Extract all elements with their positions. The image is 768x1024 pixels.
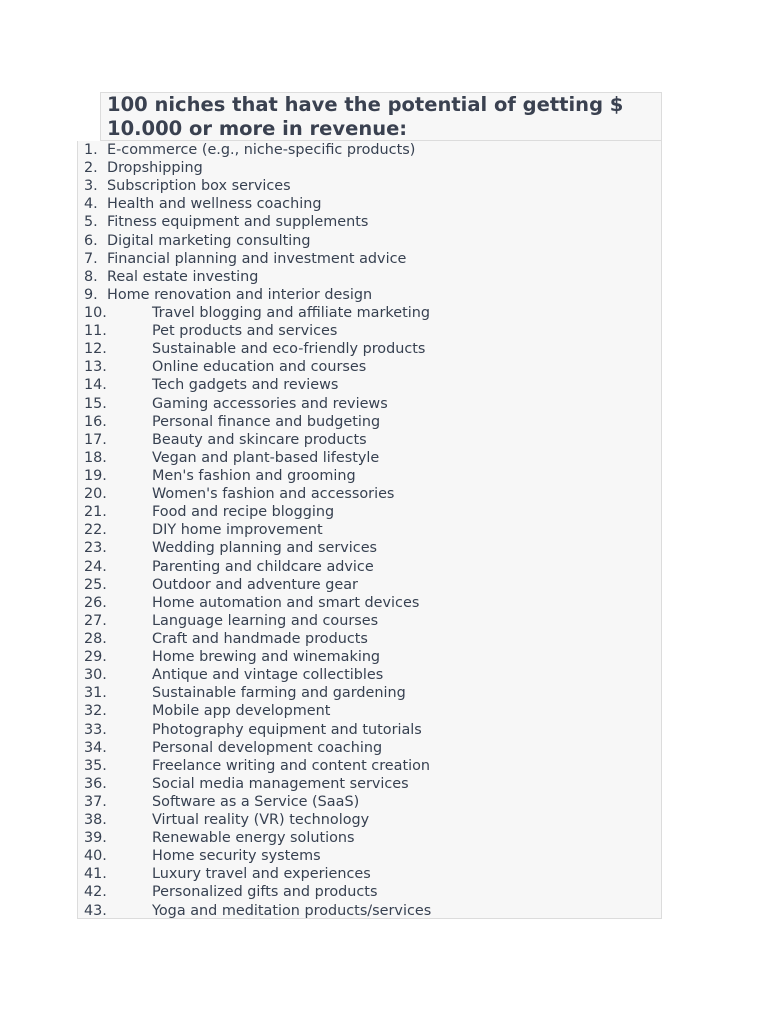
list-item-number: 8.	[84, 268, 98, 285]
list-item-text: Language learning and courses	[152, 612, 379, 629]
list-item	[78, 213, 661, 231]
list-item-number: 29.	[84, 649, 107, 666]
list-item-text: Online education and courses	[152, 359, 367, 376]
list-item-text: Women's fashion and accessories	[152, 486, 395, 503]
list-item	[78, 232, 661, 250]
list-item-number: 25.	[84, 576, 107, 593]
list-item-number: 6.	[84, 232, 98, 249]
list-item-number: 13.	[84, 359, 107, 376]
list-item	[78, 829, 661, 847]
list-item-text: Sustainable and eco-friendly products	[152, 341, 426, 358]
list-item	[78, 467, 661, 485]
list-item-number: 19.	[84, 467, 107, 484]
list-item	[78, 286, 661, 304]
list-item-text: Photography equipment and tutorials	[152, 721, 422, 738]
list-item-number: 41.	[84, 866, 107, 883]
list-item	[78, 449, 661, 467]
list-item-number: 12.	[84, 341, 107, 358]
list-item	[78, 413, 661, 431]
list-item-text: Mobile app development	[152, 703, 331, 720]
list-item-text: Wedding planning and services	[152, 540, 378, 557]
list-item-number: 3.	[84, 178, 98, 195]
list-item	[78, 630, 661, 648]
list-item	[78, 739, 661, 757]
list-item-text: Tech gadgets and reviews	[152, 377, 339, 394]
list-item-text: Antique and vintage collectibles	[152, 667, 384, 684]
niche-list	[78, 141, 661, 920]
list-item	[78, 539, 661, 557]
list-item-number: 33.	[84, 721, 107, 738]
list-item-number: 28.	[84, 630, 107, 647]
list-item-text: Renewable energy solutions	[152, 830, 355, 847]
list-item	[78, 358, 661, 376]
list-item-text: Dropshipping	[107, 160, 203, 177]
list-item	[78, 177, 661, 195]
list-item-text: Vegan and plant-based lifestyle	[152, 449, 380, 466]
list-item	[78, 558, 661, 576]
list-item-text: Sustainable farming and gardening	[152, 685, 406, 702]
list-item-text: DIY home improvement	[152, 522, 323, 539]
list-item-text: Beauty and skincare products	[152, 431, 367, 448]
list-item	[78, 576, 661, 594]
list-item-number: 4.	[84, 196, 98, 213]
list-item	[78, 594, 661, 612]
list-item-number: 14.	[84, 377, 107, 394]
list-item-text: Virtual reality (VR) technology	[152, 812, 370, 829]
list-item-number: 9.	[84, 286, 98, 303]
list-item	[78, 847, 661, 865]
list-item-text: Personalized gifts and products	[152, 884, 378, 901]
list-item-text: Freelance writing and content creation	[152, 757, 431, 774]
list-item-number: 37.	[84, 793, 107, 810]
list-item	[78, 775, 661, 793]
list-item-text: Home renovation and interior design	[107, 286, 373, 303]
list-item-text: Travel blogging and affiliate marketing	[152, 304, 430, 321]
list-item-text: Social media management services	[152, 775, 409, 792]
list-item-number: 11.	[84, 323, 107, 340]
list-item	[78, 521, 661, 539]
list-item-number: 18.	[84, 449, 107, 466]
list-item	[78, 666, 661, 684]
list-item-number: 21.	[84, 504, 107, 521]
list-item-number: 32.	[84, 703, 107, 720]
list-item-number: 5.	[84, 214, 98, 231]
list-item-text: Parenting and childcare advice	[152, 558, 374, 575]
list-item-text: Pet products and services	[152, 323, 338, 340]
list-item	[78, 648, 661, 666]
list-item-number: 36.	[84, 775, 107, 792]
list-item-text: Personal finance and budgeting	[152, 413, 381, 430]
list-item-text: Men's fashion and grooming	[152, 467, 356, 484]
list-item	[78, 811, 661, 829]
list-item	[78, 865, 661, 883]
list-item-number: 7.	[84, 250, 98, 267]
list-item	[78, 485, 661, 503]
list-item	[78, 376, 661, 394]
list-item	[78, 883, 661, 901]
list-item	[78, 757, 661, 775]
list-item-text: Subscription box services	[107, 178, 291, 195]
list-item-text: Home brewing and winemaking	[152, 649, 381, 666]
list-item-number: 20.	[84, 486, 107, 503]
list-item-text: Food and recipe blogging	[152, 504, 335, 521]
list-item-text: Home security systems	[152, 848, 321, 865]
list-item-number: 23.	[84, 540, 107, 557]
list-item-number: 10.	[84, 304, 107, 321]
list-item-text: Luxury travel and experiences	[152, 866, 371, 883]
list-item	[78, 304, 661, 322]
list-item-text: Gaming accessories and reviews	[152, 395, 388, 412]
list-item-number: 26.	[84, 594, 107, 611]
list-item-number: 22.	[84, 522, 107, 539]
list-item-number: 43.	[84, 902, 107, 919]
list-item-number: 38.	[84, 812, 107, 829]
list-item	[78, 195, 661, 213]
list-item-text: Outdoor and adventure gear	[152, 576, 358, 593]
list-item	[78, 141, 661, 159]
list-item-number: 1.	[84, 142, 98, 158]
list-item-number: 34.	[84, 739, 107, 756]
list-item	[78, 268, 661, 286]
list-item-number: 31.	[84, 685, 107, 702]
list-item	[78, 612, 661, 630]
list-item-number: 27.	[84, 612, 107, 629]
list-item-text: Craft and handmade products	[152, 630, 368, 647]
list-item-text: Health and wellness coaching	[107, 196, 322, 213]
list-item	[78, 702, 661, 720]
list-item-text: Home automation and smart devices	[152, 594, 420, 611]
list-item-text: Software as a Service (SaaS)	[152, 793, 360, 810]
list-item-number: 16.	[84, 413, 107, 430]
list-item-number: 35.	[84, 757, 107, 774]
list-item-text: Fitness equipment and supplements	[107, 214, 369, 231]
list-item	[78, 721, 661, 739]
list-item-number: 15.	[84, 395, 107, 412]
list-item-text: E-commerce (e.g., niche-specific products)	[107, 142, 416, 158]
list-item-number: 17.	[84, 431, 107, 448]
document-title: 100 niches that have the potential of getting $ 10.000 or more in revenue:	[100, 92, 662, 141]
list-item-number: 30.	[84, 667, 107, 684]
list-item	[78, 250, 661, 268]
list-item-text: Personal development coaching	[152, 739, 383, 756]
list-item-text: Real estate investing	[107, 268, 259, 285]
list-item	[78, 684, 661, 702]
list-item	[78, 395, 661, 413]
list-item-text: Financial planning and investment advice	[107, 250, 407, 267]
list-item-number: 39.	[84, 830, 107, 847]
list-item-text: Yoga and meditation products/services	[152, 902, 432, 919]
list-item	[78, 902, 661, 920]
list-item	[78, 431, 661, 449]
list-item	[78, 793, 661, 811]
list-item	[78, 340, 661, 358]
niche-list-container	[77, 141, 662, 919]
list-item-number: 2.	[84, 160, 98, 177]
list-item-number: 40.	[84, 848, 107, 865]
list-item	[78, 322, 661, 340]
list-item-number: 24.	[84, 558, 107, 575]
list-item-number: 42.	[84, 884, 107, 901]
list-item	[78, 159, 661, 177]
list-item-text: Digital marketing consulting	[107, 232, 311, 249]
list-item	[78, 503, 661, 521]
